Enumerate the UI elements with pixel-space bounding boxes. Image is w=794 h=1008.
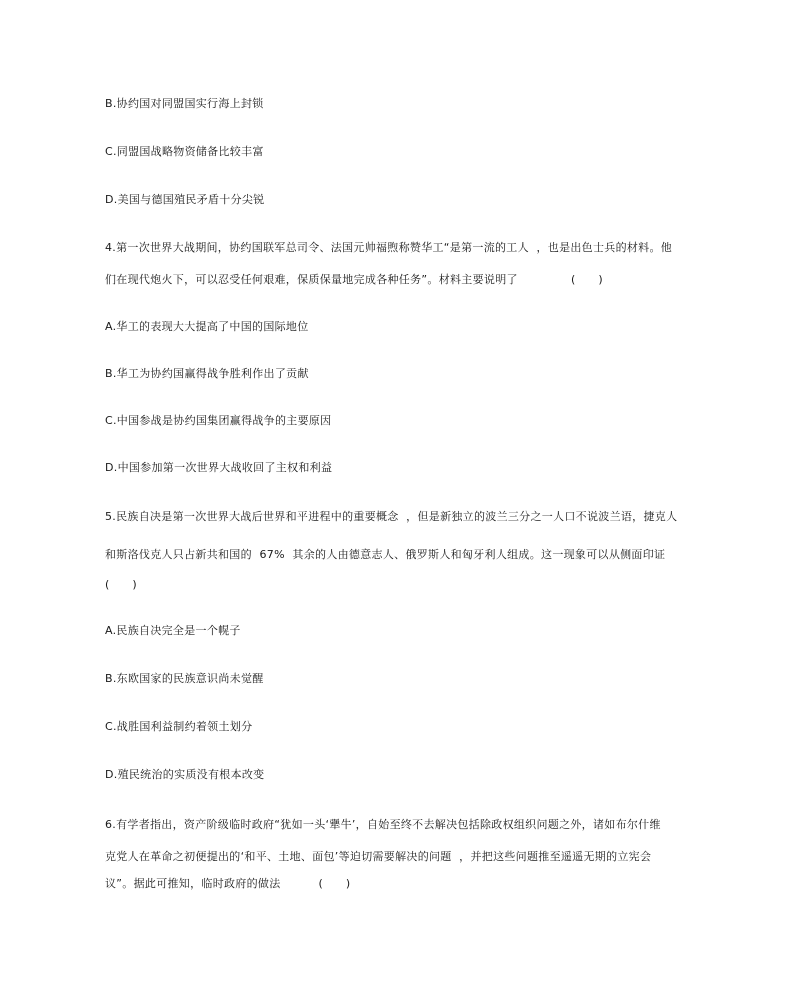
question-5-bracket: ( ) bbox=[105, 578, 137, 591]
option-5a: A.民族自决完全是一个幌子 bbox=[105, 624, 241, 637]
option-3b: B.协约国对同盟国实行海上封锁 bbox=[105, 97, 264, 110]
question-5-line-2: 和斯洛伐克人只占新共和国的 67% 其余的人由德意志人、俄罗斯人和匈牙利人组成。这一现象可以从侧面印证 bbox=[105, 548, 666, 561]
option-4c: C.中国参战是协约国集团赢得战争的主要原因 bbox=[105, 414, 332, 427]
question-6-line-2: 克党人在革命之初便提出的‘和平、土地、面包’等迫切需要解决的问题 ，并把这些问题推至遥遥无期的立宪会 bbox=[105, 850, 652, 863]
option-4b: B.华工为协约国赢得战争胜利作出了贡献 bbox=[105, 367, 309, 380]
question-6-line-3: 议”。据此可推知，临时政府的做法 ( ) bbox=[105, 877, 351, 890]
option-5d: D.殖民统治的实质没有根本改变 bbox=[105, 768, 265, 781]
option-5b: B.东欧国家的民族意识尚未觉醒 bbox=[105, 672, 264, 685]
option-4d: D.中国参加第一次世界大战收回了主权和利益 bbox=[105, 461, 333, 474]
option-3d: D.美国与德国殖民矛盾十分尖锐 bbox=[105, 193, 265, 206]
question-5-line-1: 5.民族自决是第一次世界大战后世界和平进程中的重要概念 ，但是新独立的波兰三分之一人口不说波兰语，捷克人 bbox=[105, 510, 678, 523]
option-4a: A.华工的表现大大提高了中国的国际地位 bbox=[105, 320, 309, 333]
question-6-line-1: 6.有学者指出，资产阶级临时政府“犹如一头‘犟牛’，自始至终不去解决包括除政权组织问题之外，诸如布尔什维 bbox=[105, 818, 661, 831]
question-4-line-2: 们在现代炮火下，可以忍受任何艰难，保质保量地完成各种任务”。材料主要说明了 ( ) bbox=[105, 273, 603, 286]
option-3c: C.同盟国战略物资储备比较丰富 bbox=[105, 145, 264, 158]
option-5c: C.战胜国利益制约着领土划分 bbox=[105, 720, 253, 733]
question-4-line-1: 4.第一次世界大战期间，协约国联军总司令、法国元帅福煦称赞华工“是第一流的工人 ，也是出色士兵的材料。他 bbox=[105, 241, 673, 254]
